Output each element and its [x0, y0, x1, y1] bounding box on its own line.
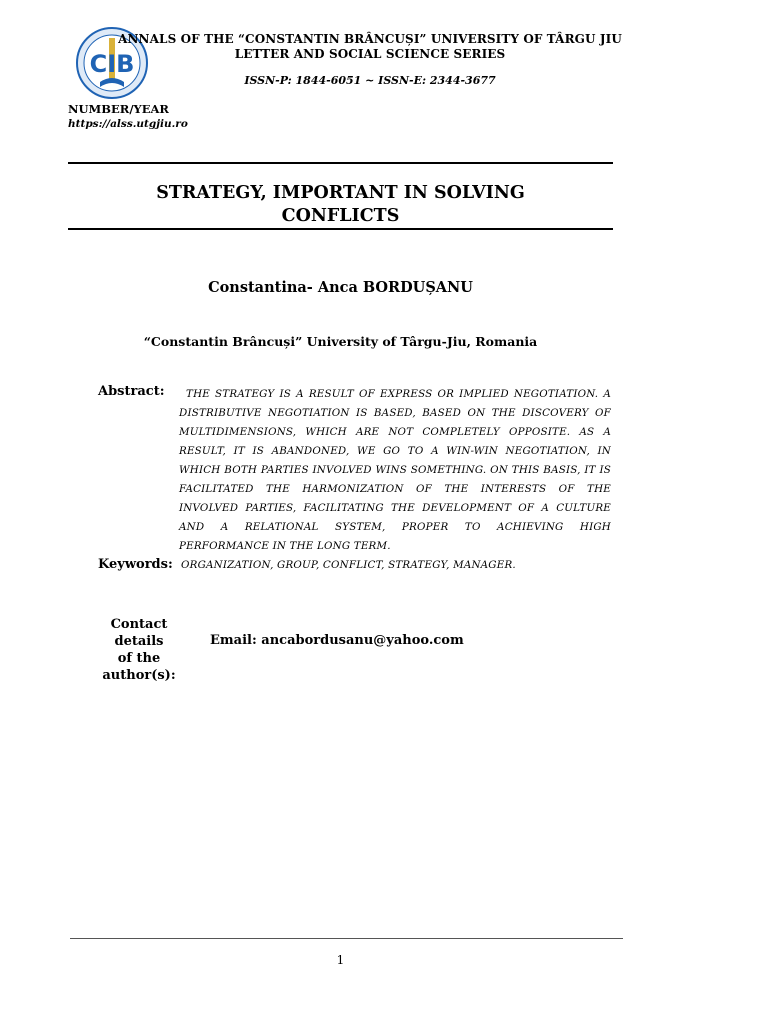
abstract-text: THE STRATEGY IS A RESULT OF EXPRESS OR IMPLIED NEGOTIATION. A DISTRIBUTIVE NEGOTIATION IS BASED, BASED ON THE DISCOVERY OF MULTIDIMENSIONS, WHICH ARE NOT COMPLETELY OPPOSITE. AS A RESULT, IT IS ABANDONED, WE GO TO A WIN-WIN NEGOTIATION, IN WHICH BOTH PARTIES INVOLVED WINS SOMETHING. ON THIS BASIS, IT IS FACILITATED THE HARMONIZATION OF THE INTERESTS OF THE INVOLVED PARTIES, FACILITATING THE DEVELOPMENT OF A CULTURE AND A RELATIONAL SYSTEM, PROPER TO ACHIEVING HIGH PERFORMANCE IN THE LONG TERM. [179, 388, 611, 552]
number-year: NUMBER/YEAR [68, 102, 169, 116]
contact-label-line2: of the [117, 651, 161, 666]
contact-label-line1: Contact details [110, 617, 168, 649]
keywords-label: Keywords: [98, 557, 173, 572]
journal-url[interactable]: https://alss.utgjiu.ro [68, 118, 188, 130]
logo-lettering: CIB [89, 50, 135, 78]
author-name: Constantina- Anca BORDUȘANU [208, 279, 473, 296]
article-title-line1: STRATEGY, IMPORTANT IN SOLVING [156, 183, 525, 203]
footer-rule [70, 938, 623, 939]
author-email[interactable]: Email: ancabordusanu@yahoo.com [210, 633, 464, 648]
journal-title-line1: ANNALS OF THE “CONSTANTIN BRÂNCUȘI” UNIVERSITY OF TÂRGU JIU [118, 32, 622, 46]
issn-line: ISSN-P: 1844-6051 ~ ISSN-E: 2344-3677 [244, 74, 496, 87]
author-affiliation: “Constantin Brâncuși” University of Târgu-Jiu, Romania [143, 334, 538, 349]
keywords-text: ORGANIZATION, GROUP, CONFLICT, STRATEGY, MANAGER. [181, 559, 516, 571]
article-title-line2: CONFLICTS [281, 206, 400, 226]
article-title [68, 182, 613, 228]
title-rule-bottom [68, 228, 613, 230]
journal-title-line2: LETTER AND SOCIAL SCIENCE SERIES [234, 47, 506, 61]
page-number: 1 [336, 953, 345, 967]
abstract-label: Abstract: [98, 384, 165, 399]
contact-label-line3: author(s): [102, 668, 176, 683]
contact-details-label [84, 616, 194, 684]
title-rule-top [68, 162, 613, 164]
